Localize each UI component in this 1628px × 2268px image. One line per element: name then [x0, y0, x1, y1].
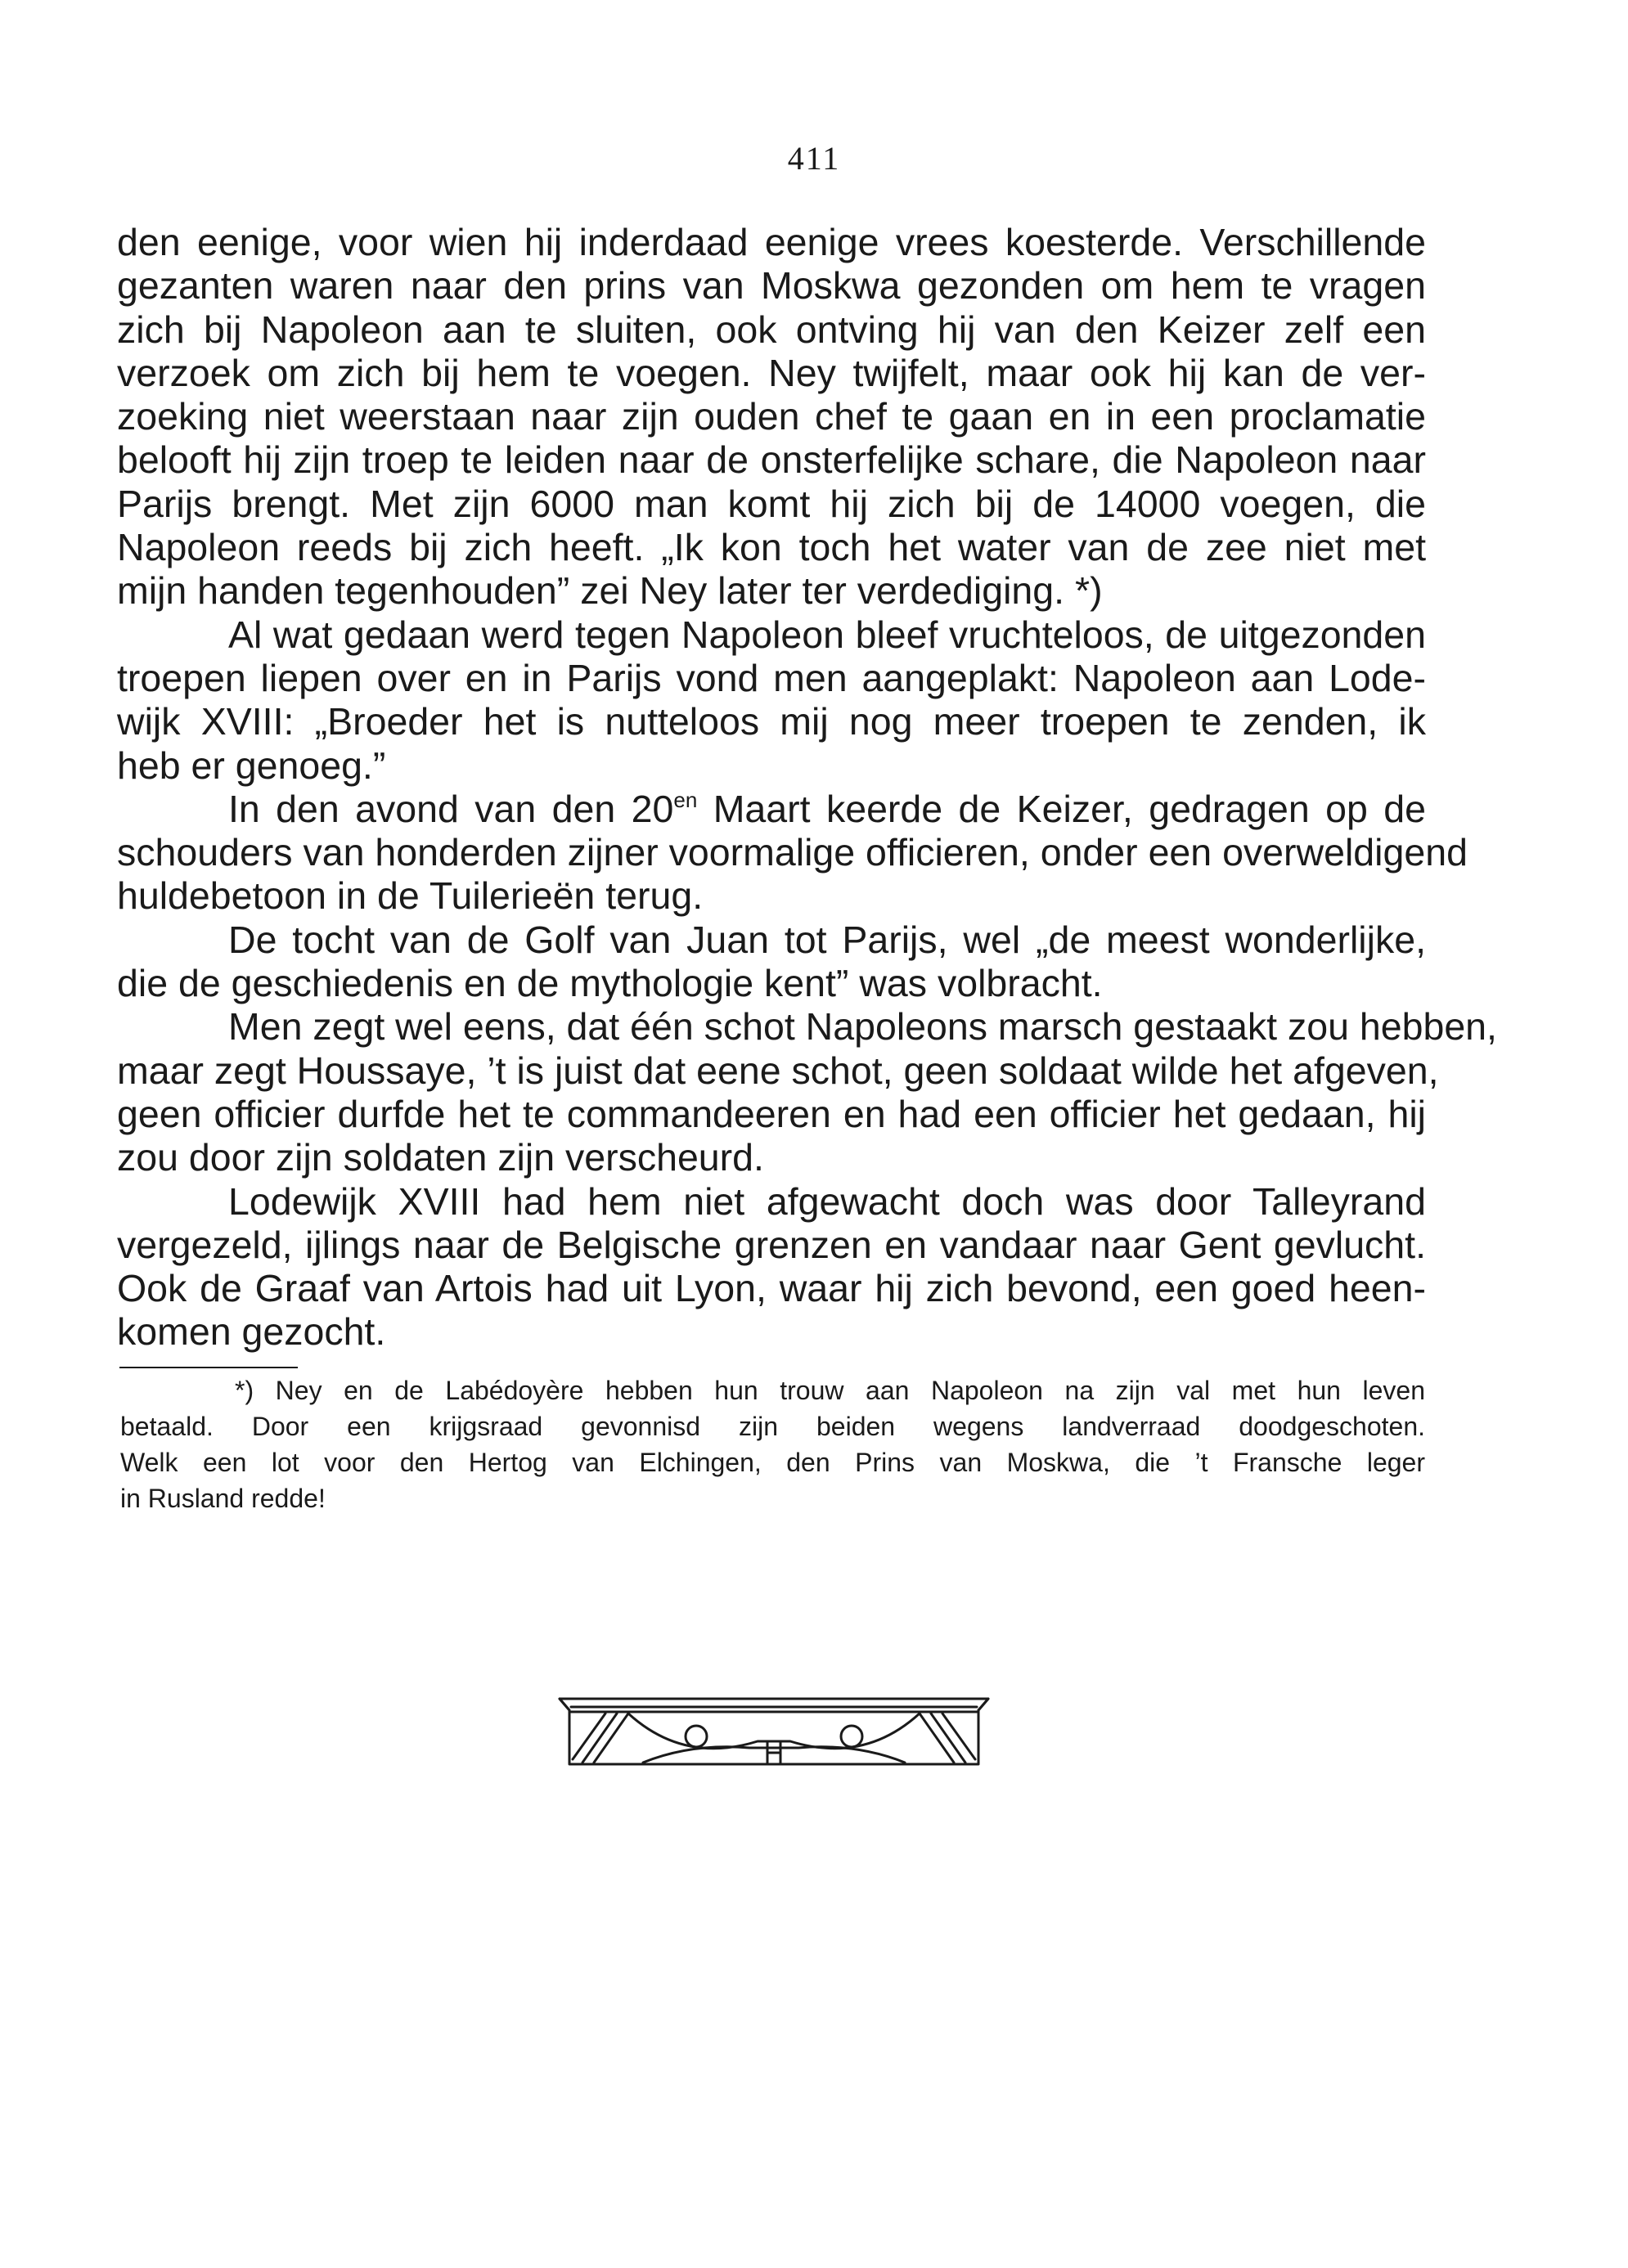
footnote-line: *) Ney en de Labédoyère hebben hun trouw aan Napoleon na zijn val met hun leven: [235, 1376, 1425, 1405]
body-text: [117, 221, 1497, 1354]
footnote-line: Welk een lot voor den Hertog van Elchingen, den Prins van Moskwa, die ’t Fransche leger: [120, 1448, 1425, 1477]
date-text: In den avond van den 20: [228, 787, 674, 830]
line-continuation: Maart keerde de Keizer, gedragen op de: [713, 787, 1426, 830]
body-line: die de geschiedenis en de mythologie kent” was volbracht.: [117, 962, 1103, 1005]
body-line: Ook de Graaf van Artois had uit Lyon, waar hij zich bevond, een goed heen-: [117, 1267, 1426, 1310]
tailpiece-ornament-icon: [553, 1694, 995, 1767]
body-line: komen gezocht.: [117, 1310, 386, 1354]
body-line: zich bij Napoleon aan te sluiten, ook ontving hij van den Keizer zelf een: [117, 308, 1426, 351]
body-line: Parijs brengt. Met zijn 6000 man komt hij zich bij de 14000 voegen, die: [117, 482, 1426, 525]
body-line-with-superscript: [117, 788, 1426, 831]
body-line: troepen liepen over en in Parijs vond men aangeplakt: Napoleon aan Lode-: [117, 656, 1426, 699]
footnote-line: betaald. Door een krijgsraad gevonnisd zijn beiden wegens landverraad doodgeschoten.: [120, 1412, 1425, 1441]
body-line: zoeking niet weerstaan naar zijn ouden chef te gaan en in een proclamatie: [117, 395, 1426, 438]
body-line: mijn handen tegenhouden” zei Ney later ter verdediging. *): [117, 569, 1103, 613]
body-line: schouders van honderden zijner voormalige officieren, onder een overweldigend: [117, 831, 1468, 874]
ordinal-superscript: en: [673, 787, 698, 812]
body-line: huldebetoon in de Tuilerieën terug.: [117, 874, 704, 918]
body-line: den eenige, voor wien hij inderdaad eenige vrees koesterde. Verschillende: [117, 221, 1426, 263]
body-line: Al wat gedaan werd tegen Napoleon bleef vruchteloos, de uitgezonden: [228, 613, 1426, 656]
footnote: [120, 1372, 1425, 1516]
body-line: Lodewijk XVIII had hem niet afgewacht doch was door Talleyrand: [228, 1179, 1426, 1223]
body-line: gezanten waren naar den prins van Moskwa gezonden om hem te vragen: [117, 264, 1426, 308]
body-line: Men zegt wel eens, dat één schot Napoleons marsch gestaakt zou hebben,: [228, 1005, 1497, 1049]
body-line: wijk XVIII: „Broeder het is nutteloos mij nog meer troepen te zenden, ik: [117, 700, 1426, 743]
body-line: heb er genoeg.”: [117, 743, 386, 787]
body-line: geen officier durfde het te commandeeren en had een officier het gedaan, hij: [117, 1092, 1426, 1135]
body-line: maar zegt Houssaye, ’t is juist dat eene schot, geen soldaat wilde het afgeven,: [117, 1049, 1439, 1092]
body-line: zou door zijn soldaten zijn verscheurd.: [117, 1136, 764, 1179]
body-line: vergezeld, ijlings naar de Belgische grenzen en vandaar naar Gent gevlucht.: [117, 1223, 1426, 1266]
body-line: Napoleon reeds bij zich heeft. „Ik kon toch het water van de zee niet met: [117, 526, 1426, 569]
body-line: belooft hij zijn troep te leiden naar de onsterfelijke schare, die Napoleon naar: [117, 438, 1426, 482]
page-number: 411: [787, 140, 841, 177]
footnote-rule: [119, 1367, 298, 1368]
footnote-line: in Rusland redde!: [120, 1484, 326, 1513]
body-line: verzoek om zich bij hem te voegen. Ney twijfelt, maar ook hij kan de ver-: [117, 351, 1426, 394]
body-line: De tocht van de Golf van Juan tot Parijs, wel „de meest wonderlijke,: [228, 918, 1426, 961]
